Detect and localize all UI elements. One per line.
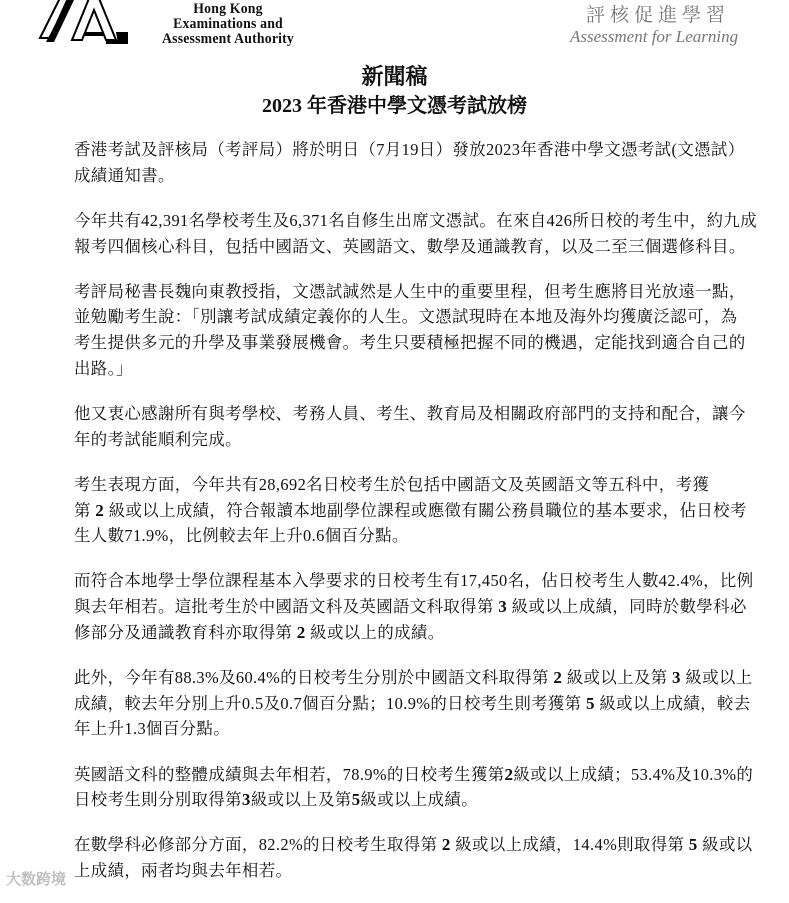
paragraph-line: 生人數71.9%，比例較去年上升0.6個百分點。 (74, 526, 409, 546)
paragraph-line: 在數學科必修部分方面，82.2%的日校考生取得第 2 級或以上成績，14.4%則取得第 5 級或以 (74, 835, 753, 855)
paragraph-line: 與去年相若。這批考生於中國語文科及英國語文科取得第 3 級或以上成績，同時於數學科必 (74, 597, 747, 617)
org-name (152, 2, 304, 47)
grade-level: 2 (504, 764, 514, 784)
paragraph-line: 此外，今年有88.3%及60.4%的日校考生分別於中國語文科取得第 2 級或以上及第 3 級或以上 (74, 668, 753, 687)
press-release-body (74, 137, 758, 903)
grade-level: 2 (441, 835, 451, 855)
hkeaa-logo (32, 0, 142, 46)
paragraph-line: 出路。」 (74, 358, 133, 378)
watermark: 大数跨境 (6, 870, 67, 888)
paragraph-line: 英國語文科的整體成績與去年相若，78.9%的日校考生獲第2級或以上成績；53.4%及10.3%的 (74, 764, 754, 784)
paragraph-line: 第 2 級或以上成績，符合報讀本地副學位課程或應徵有關公務員職位的基本要求，佔日校考 (74, 500, 747, 520)
grade-level: 2 (296, 622, 306, 642)
paragraph (74, 208, 758, 259)
paragraph-line: 年上升1.3個百分點。 (74, 719, 231, 739)
grade-level: 3 (672, 668, 681, 687)
grade-level: 2 (553, 668, 563, 687)
paragraph (74, 401, 746, 452)
paragraph-line: 上成績，兩者均與去年相若。 (74, 861, 293, 881)
paragraph-line: 成績通知書。 (74, 165, 175, 185)
paragraph-line: 而符合本地學士學位課程基本入學要求的日校考生有17,450名，佔日校考生人數42.4%，比例 (74, 571, 754, 591)
grade-level: 2 (95, 500, 105, 520)
slogan-chinese: 評核促進學習 (586, 4, 731, 26)
org-name-line: Hong Kong (193, 1, 263, 17)
paragraph-line: 今年共有42,391名學校考生及6,371名自修生出席文憑試。在來自426所日校的考生中，約九成 (74, 210, 758, 230)
grade-level: 5 (351, 790, 361, 810)
paragraph (74, 472, 747, 549)
paragraph (74, 279, 746, 382)
paragraph (74, 665, 753, 742)
grade-level: 3 (241, 790, 251, 810)
grade-level: 5 (585, 693, 595, 713)
grade-level: 3 (498, 597, 508, 617)
org-name-line: Assessment Authority (162, 31, 294, 47)
paragraph (74, 568, 754, 645)
paragraph (74, 832, 753, 883)
paragraph-line: 日校考生則分別取得第3級或以上及第5級或以上成績。 (74, 790, 479, 810)
paragraph (74, 762, 754, 813)
paragraph-line: 他又衷心感謝所有與考學校、考務人員、考生、教育局及相關政府部門的支持和配合，讓今 (74, 404, 746, 423)
paragraph-line: 香港考試及評核局（考評局）將於明日（7月19日）發放2023年香港中學文憑考試(文憑試） (74, 140, 745, 159)
paragraph (74, 137, 745, 188)
paragraph-line: 並勉勵考生說：「別讓考試成績定義你的人生。文憑試現時在本地及海外均獲廣泛認可，為 (74, 307, 738, 327)
paragraph-line: 考生表現方面，今年共有28,692名日校考生於包括中國語文及英國語文等五科中，考獲 (74, 474, 710, 494)
page-title: 新聞稿 (361, 64, 428, 89)
paragraph-line: 修部分及通識教育科亦取得第 2 級或以上的成績。 (74, 622, 445, 642)
paragraph-line: 成績，較去年分別上升0.5及0.7個百分點；10.9%的日校考生則考獲第 5 級或以上成績，較去 (74, 693, 751, 713)
org-name-line: Examinations and (173, 16, 283, 32)
slogan-english: Assessment for Learning (570, 27, 739, 46)
paragraph-line: 考評局秘書長魏向東教授指，文憑試誠然是人生中的重要里程，但考生應將目光放遠一點， (74, 281, 746, 301)
paragraph-line: 年的考試能順利完成。 (74, 429, 242, 449)
page-subtitle: 2023 年香港中學文憑考試放榜 (262, 95, 527, 117)
paragraph-line: 報考四個核心科目，包括中國語文、英國語文、數學及通識教育，以及二至三個選修科目。 (74, 236, 746, 256)
grade-level: 5 (688, 835, 698, 855)
paragraph-line: 考生提供多元的升學及事業發展機會。考生只要積極把握不同的機遇，定能找到適合自己的 (74, 333, 746, 353)
